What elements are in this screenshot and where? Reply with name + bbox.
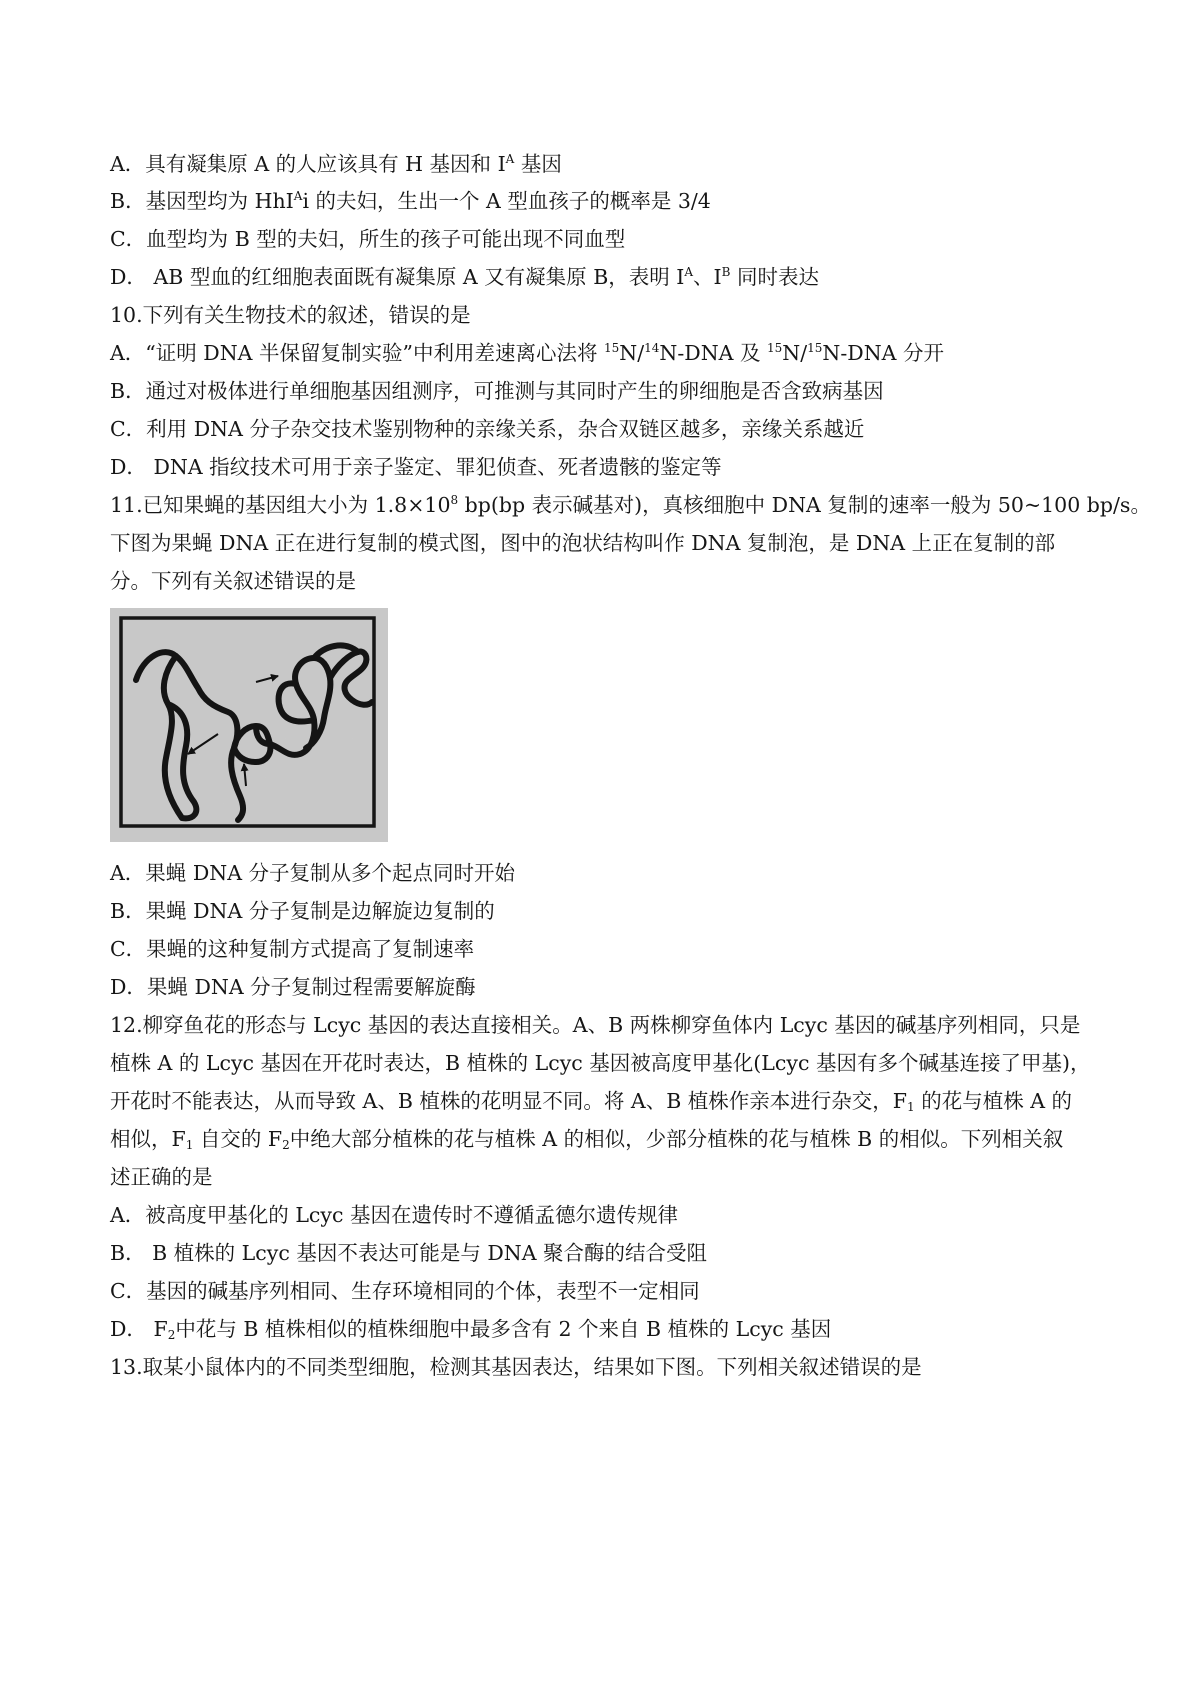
- q11-option-a: A．果蝇 DNA 分子复制从多个起点同时开始: [110, 861, 516, 885]
- q11-option-b: B．果蝇 DNA 分子复制是边解旋边复制的: [110, 899, 495, 923]
- q10-option-c: C．利用 DNA 分子杂交技术鉴别物种的亲缘关系，杂合双链区越多，亲缘关系越近: [110, 417, 865, 441]
- dna-replication-figure: [110, 608, 388, 842]
- q12-stem-line-1: 12.柳穿鱼花的形态与 Lcyc 基因的表达直接相关。A、B 两株柳穿鱼体内 Lcyc 基因的碱基序列相同，只是: [110, 1013, 1081, 1037]
- q9-option-a: A．具有凝集原 A 的人应该具有 H 基因和 $I^A$ 基因: [110, 152, 562, 176]
- q12-option-b: B． B 植株的 Lcyc 基因不表达可能是与 DNA 聚合酶的结合受阻: [110, 1241, 708, 1265]
- q12-stem-line-3: 开花时不能表达，从而导致 A、B 植株的花明显不同。将 A、B 植株作亲本进行杂交，$F_1$ 的花与植株 A 的: [110, 1089, 1073, 1114]
- q11-option-c: C．果蝇的这种复制方式提高了复制速率: [110, 937, 475, 961]
- q9-option-b: B．基因型均为 HhI$^A$i 的夫妇，生出一个 A 型血孩子的概率是 3/4: [110, 189, 711, 213]
- q11-stem-line-3: 分。下列有关叙述错误的是: [110, 569, 356, 593]
- q12-stem-line-4: 相似，$F_1$ 自交的 $F_2$中绝大部分植株的花与植株 A 的相似，少部分植株的花与植株 B 的相似。下列相关叙: [110, 1127, 1064, 1152]
- q10-option-b: B．通过对极体进行单细胞基因组测序，可推测与其同时产生的卵细胞是否含致病基因: [110, 379, 884, 403]
- q13-stem: 13.取某小鼠体内的不同类型细胞，检测其基因表达，结果如下图。下列相关叙述错误的是: [110, 1355, 922, 1379]
- q11-option-d: D．果蝇 DNA 分子复制过程需要解旋酶: [110, 975, 476, 999]
- q10-option-a: A．“证明 DNA 半保留复制实验”中利用差速离心法将 $^{15}$N/$^{14}$N-DNA 及 $^{15}$N/$^{15}$N-DNA 分开: [110, 341, 944, 365]
- q9-option-d: D． AB 型血的红细胞表面既有凝集原 A 又有凝集原 B，表明 $I^A$、$I^B$ 同时表达: [110, 265, 820, 289]
- q12-option-d: D． $F_2$中花与 B 植株相似的植株细胞中最多含有 2 个来自 B 植株的 Lcyc 基因: [110, 1317, 832, 1342]
- q10-stem: 10.下列有关生物技术的叙述，错误的是: [110, 303, 471, 327]
- q9-option-c: C．血型均为 B 型的夫妇，所生的孩子可能出现不同血型: [110, 227, 626, 251]
- q10-option-d: D． DNA 指纹技术可用于亲子鉴定、罪犯侦查、死者遗骸的鉴定等: [110, 455, 722, 479]
- q12-stem-line-5: 述正确的是: [110, 1165, 213, 1189]
- q12-option-c: C．基因的碱基序列相同、生存环境相同的个体，表型不一定相同: [110, 1279, 700, 1303]
- q11-stem-line-1: 11.已知果蝇的基因组大小为 $1.8\times 10^8$ bp(bp 表示碱基对)，真核细胞中 DNA 复制的速率一般为 50~100 bp/s。: [110, 493, 1151, 517]
- q12-stem-line-2: 植株 A 的 Lcyc 基因在开花时表达，B 植株的 Lcyc 基因被高度甲基化(Lcyc 基因有多个碱基连接了甲基)，: [110, 1051, 1091, 1075]
- q12-option-a: A．被高度甲基化的 Lcyc 基因在遗传时不遵循孟德尔遗传规律: [110, 1203, 678, 1227]
- q11-stem-line-2: 下图为果蝇 DNA 正在进行复制的模式图，图中的泡状结构叫作 DNA 复制泡，是 DNA 上正在复制的部: [110, 531, 1056, 555]
